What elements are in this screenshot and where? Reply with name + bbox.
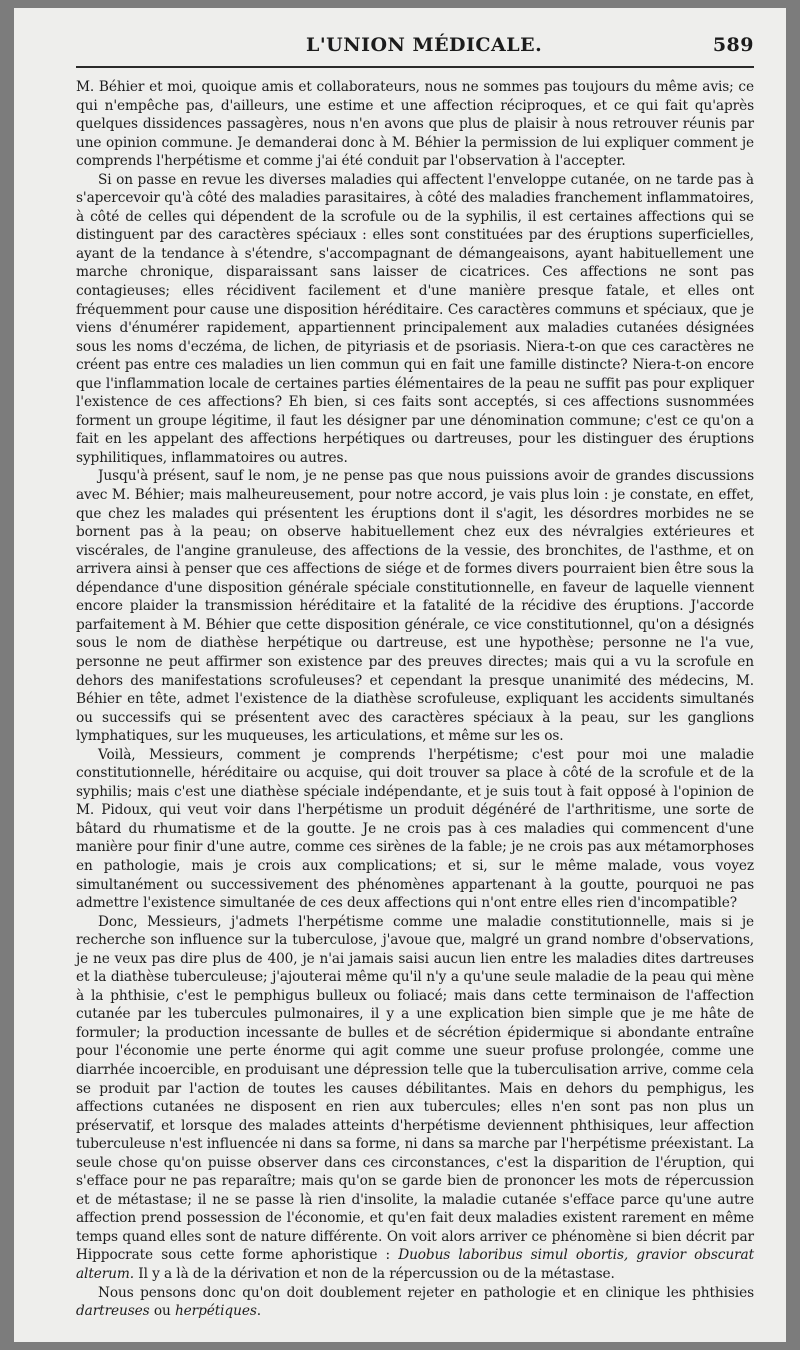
term-herpetiques: herpétiques — [174, 1303, 257, 1320]
paragraph-5-text: Donc, Messieurs, j'admets l'herpétisme comme une maladie constitutionnelle, mais si je recherche son influence sur la tuberculose, j'avoue que, malgré un grand nombre d'observations, je ne veux pas dire plus de 400, je n'ai jamais saisi aucun lien entre les maladies dites dartreuses et la diathèse tuberculeuse; j'ajouterai même qu'il n'y a qu'une seule maladie de la peau qui mène à la phthisie, c'est le pemphigus bulleux ou foliacé; mais dans cette terminaison de l'affection cutanée par les tubercules pulmonaires, il y a une explication bien simple que je me hâte de formuler; la production incessante de bulles et de sécrétion épidermique si abondante entraîne pour l'économie une perte énorme qui agit comme une sueur profuse prolongée, comme une diarrhée incoercible, en produisant une dépression telle que la tuberculisation arrive, comme cela se produit par l'action de toutes les causes débilitantes. Mais en dehors du pemphigus, les affections cutanées ne disposent en rien aux tubercules; elles n'en sont pas non plus un préservatif, et lorsque des malades atteints d'herpétisme deviennent phthisiques, leur affection tuberculeuse n'est influencée ni dans sa forme, ni dans sa marche par l'herpétisme préexistant. La seule chose qu'on puisse observer dans ces circonstances, c'est la disparition de l'éruption, qui s'efface pour ne pas reparaître; mais qu'on se garde bien de prononcer les mots de répercussion et de métastase; il ne se passe là rien d'insolite, la maladie cutanée s'efface parce qu'une autre affection prend possession de l'économie, et qu'en fait deux maladies existent rarement en même temps quand elles sont de nature différente. On voit alors arriver ce phénomène si bien décrit par Hippocrate sous cette forme aphoristique : — [76, 913, 754, 1264]
page-number: 589 — [712, 34, 754, 56]
paragraph-3: Jusqu'à présent, sauf le nom, je ne pense pas que nous puissions avoir de grandes discussions avec M. Béhier; mais malheureusement, pour notre accord, je vais plus loin : je constate, en effet, que chez les malades qui présentent les éruptions dont il s'agit, les désordres morbides ne se bornent pas à la peau; on observe habituellement chez eux des névralgies extérieures et viscérales, de l'angine granuleuse, des affections de la vessie, des bronchites, de l'asthme, et on arrivera ainsi à penser que ces affections de siége et de formes divers pourraient bien être sous la dépendance d'une disposition générale spéciale constitutionnelle, en faveur de laquelle viennent encore plaider la transmission héréditaire et la fatalité de la récidive des éruptions. J'accorde parfaitement à M. Béhier que cette disposition générale, ce vice constitutionnel, qu'on a désignés sous le nom de diathèse herpétique ou dartreuse, est une hypothèse; personne ne l'a vue, personne ne peut affirmer son existence par des preuves directes; mais qui a vu la scrofule en dehors des manifestations scrofuleuses? et cependant la presque unanimité des médecins, M. Béhier en tête, admet l'existence de la diathèse scrofuleuse, expliquant les accidents simultanés ou successifs qui se présentent avec des caractères spéciaux à la peau, sur les ganglions lymphatiques, sur les muqueuses, les articulations, et même sur les os. — [76, 468, 754, 745]
header-rule — [76, 66, 754, 68]
final-period: . — [256, 1303, 262, 1320]
paragraph-6-text: Nous pensons donc qu'on doit doublement rejeter en pathologie et en clinique les phthisies — [98, 1284, 754, 1301]
page — [14, 8, 786, 1342]
hippocrates-aphorism: Duobus laboribus simul obortis, gravior obscurat alterum. — [76, 1247, 754, 1282]
journal-title: L'UNION MÉDICALE. — [306, 34, 543, 56]
paragraph-1: M. Béhier et moi, quoique amis et collaborateurs, nous ne sommes pas toujours du même avis; ce qui n'empêche pas, d'ailleurs, une estime et une affection réciproques, et ce qui fait qu'après quelques dissidences passagères, nous n'en avons que plus de plaisir à nous retrouver réunis par une opinion commune. Je demanderai donc à M. Béhier la permission de lui expliquer comment je comprends l'herpétisme et comme j'ai été conduit par l'observation à l'accepter. — [76, 79, 754, 170]
conjunction: ou — [149, 1303, 175, 1320]
aphorism-followup: Il y a là de la dérivation et non de la répercussion ou de la métastase. — [134, 1266, 615, 1282]
paragraph-5 — [76, 913, 754, 1284]
paragraph-6 — [76, 1284, 754, 1321]
article-body — [76, 78, 754, 1321]
paragraph-2: Si on passe en revue les diverses maladies qui affectent l'enveloppe cutanée, on ne tarde pas à s'apercevoir qu'à côté des maladies parasitaires, à côté des maladies franchement inflammatoires, à côté de celles qui dépendent de la scrofule ou de la syphilis, il est certaines affections qui se distinguent par des caractères spéciaux : elles sont constituées par des éruptions superficielles, ayant de la tendance à s'étendre, s'accompagnant de démangeaisons, ayant habituellement une marche chronique, disparaissant sans laisser de cicatrices. Ces affections ne sont pas contagieuses; elles récidivent facilement et d'une manière presque fatale, et elles ont fréquemment pour cause une disposition héréditaire. Ces caractères communs et spéciaux, que je viens d'énumérer rapidement, appartiennent principalement aux maladies cutanées désignées sous les noms d'eczéma, de lichen, de pityriasis et de psoriasis. Niera-t-on que ces caractères ne créent pas entre ces maladies un lien commun qui en fait une famille distincte? Niera-t-on encore que l'inflammation locale de certaines parties élémentaires de la peau ne suffit pas pour expliquer l'existence de ces affections? Eh bien, si ces faits sont acceptés, si ces affections susnommées forment un groupe légitime, il faut les désigner par une dénomination commune; c'est ce qu'on a fait en les appelant des affections herpétiques ou dartreuses, pour les distinguer des éruptions syphilitiques, inflammatoires ou autres. — [76, 171, 754, 466]
term-dartreuses: dartreuses — [76, 1303, 150, 1320]
running-header — [76, 34, 754, 62]
paragraph-4: Voilà, Messieurs, comment je comprends l'herpétisme; c'est pour moi une maladie constitutionnelle, héréditaire ou acquise, qui doit trouver sa place à côté de la scrofule et de la syphilis; mais c'est une diathèse spéciale indépendante, et je suis tout à fait opposé à l'opinion de M. Pidoux, qui veut voir dans l'herpétisme un produit dégénéré de l'arthritisme, une sorte de bâtard du rhumatisme et de la goutte. Je ne crois pas à ces maladies qui commencent d'une manière pour finir d'une autre, comme ces sirènes de la fable; je ne crois pas aux métamorphoses en pathologie, mais je crois aux complications; et si, sur le même malade, vous voyez simultanément ou successivement des phénomènes appartenant à la goutte, pourquoi ne pas admettre l'existence simultanée de ces deux affections qui n'ont entre elles rien d'incompatible? — [76, 746, 754, 912]
